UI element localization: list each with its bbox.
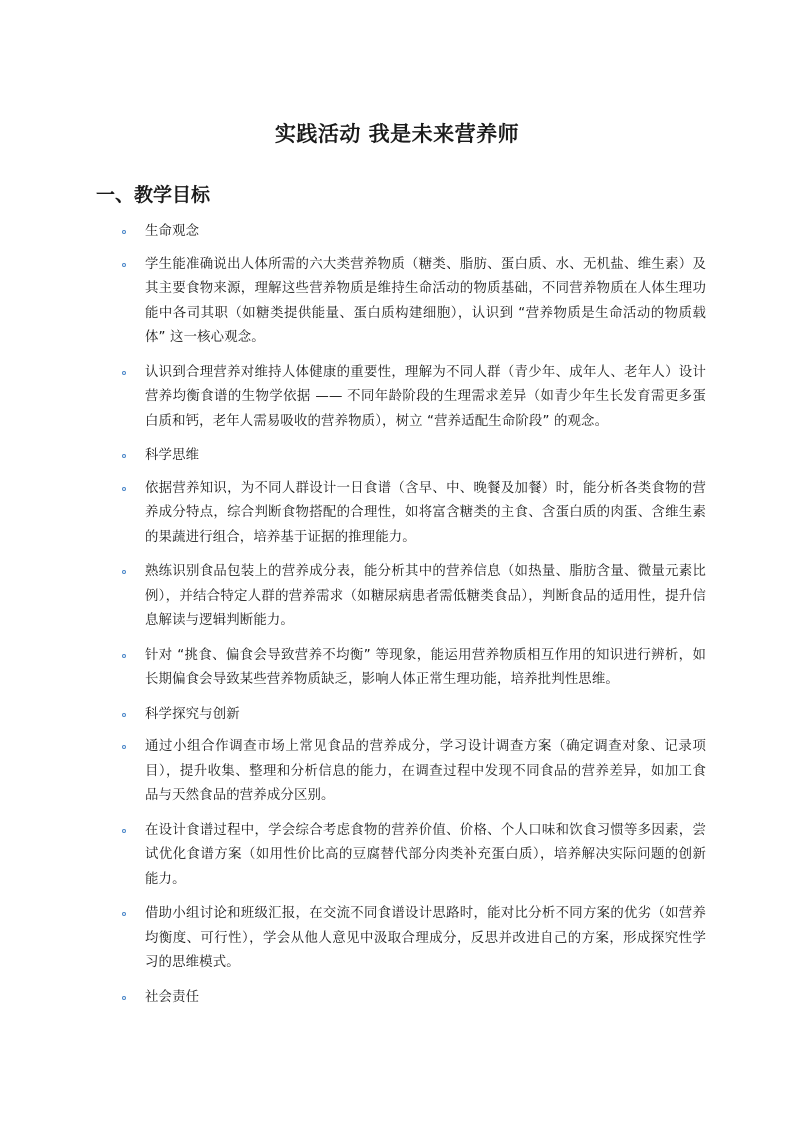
bullet-icon	[122, 654, 126, 658]
list-item	[96, 361, 706, 435]
category-item	[96, 220, 706, 245]
list-item	[96, 253, 706, 351]
list-item	[96, 902, 706, 976]
category-label: 科学探究与创新	[145, 706, 240, 722]
objectives-list	[96, 220, 706, 1018]
section-heading: 一、教学目标	[96, 184, 211, 206]
list-item	[96, 735, 706, 809]
document-title: 实践活动 我是未来营养师	[274, 122, 520, 146]
list-item-text: 认识到合理营养对维持人体健康的重要性，理解为不同人群（青少年、成年人、老年人）设计营养均衡食谱的生物学依据 —— 不同年龄阶段的生理需求差异（如青少年生长发育需更多蛋白质和钙，老年人需易吸收的营养物质），树立 “营养适配生命阶段” 的观念。	[145, 364, 706, 429]
category-label: 科学思维	[145, 448, 200, 463]
bullet-icon	[122, 454, 126, 458]
bullet-icon	[122, 829, 126, 833]
list-item	[96, 644, 706, 693]
bullet-icon	[122, 996, 126, 1000]
list-item-text: 在设计食谱过程中，学会综合考虑食物的营养价值、价格、个人口味和饮食习惯等多因素，尝试优化食谱方案（如用性价比高的豆腐替代部分肉类补充蛋白质），培养解决实际问题的创新能力。	[145, 822, 706, 887]
bullet-icon	[122, 745, 126, 749]
bullet-icon	[122, 912, 126, 916]
list-item-text: 针对 “挑食、偏食会导致营养不均衡” 等现象，能运用营养物质相互作用的知识进行辨析，如长期偏食会导致某些营养物质缺乏，影响人体正常生理功能，培养批判性思维。	[145, 647, 706, 687]
category-item	[96, 986, 706, 1011]
list-item	[96, 819, 706, 893]
category-label: 生命观念	[145, 224, 200, 239]
list-item-text: 借助小组讨论和班级汇报，在交流不同食谱设计思路时，能对比分析不同方案的优劣（如营养均衡度、可行性），学会从他人意见中汲取合理成分，反思并改进自己的方案，形成探究性学习的思维模式。	[145, 906, 706, 970]
bullet-icon	[122, 371, 126, 375]
list-item-text: 学生能准确说出人体所需的六大类营养物质（糖类、脂肪、蛋白质、水、无机盐、维生素）及其主要食物来源，理解这些营养物质是维持生命活动的物质基础，不同营养物质在人体生理功能中各司其职（如糖类提供能量、蛋白质构建细胞），认识到 “营养物质是生命活动的物质载体” 这一核心观念。	[145, 256, 706, 345]
list-item-text: 依据营养知识，为不同人群设计一日食谱（含早、中、晚餐及加餐）时，能分析各类食物的营养成分特点，综合判断食物搭配的合理性，如将富含糖类的主食、含蛋白质的肉蛋、含维生素的果蔬进行组合，培养基于证据的推理能力。	[145, 480, 706, 545]
category-item	[96, 703, 706, 728]
list-item-text: 熟练识别食品包装上的营养成分表，能分析其中的营养信息（如热量、脂肪含量、微量元素比例），并结合特定人群的营养需求（如糖尿病患者需低糖类食品），判断食品的适用性，提升信息解读与逻辑判断能力。	[145, 564, 706, 628]
bullet-icon	[122, 570, 126, 574]
list-item	[96, 560, 706, 634]
bullet-icon	[122, 230, 126, 234]
bullet-icon	[122, 713, 126, 717]
list-item	[96, 477, 706, 551]
list-item-text: 通过小组合作调查市场上常见食品的营养成分，学习设计调查方案（确定调查对象、记录项目），提升收集、整理和分析信息的能力，在调查过程中发现不同食品的营养差异，如加工食品与天然食品的营养成分区别。	[145, 739, 706, 803]
category-item	[96, 444, 706, 469]
category-label: 社会责任	[145, 989, 200, 1005]
bullet-icon	[122, 263, 126, 267]
bullet-icon	[122, 487, 126, 491]
